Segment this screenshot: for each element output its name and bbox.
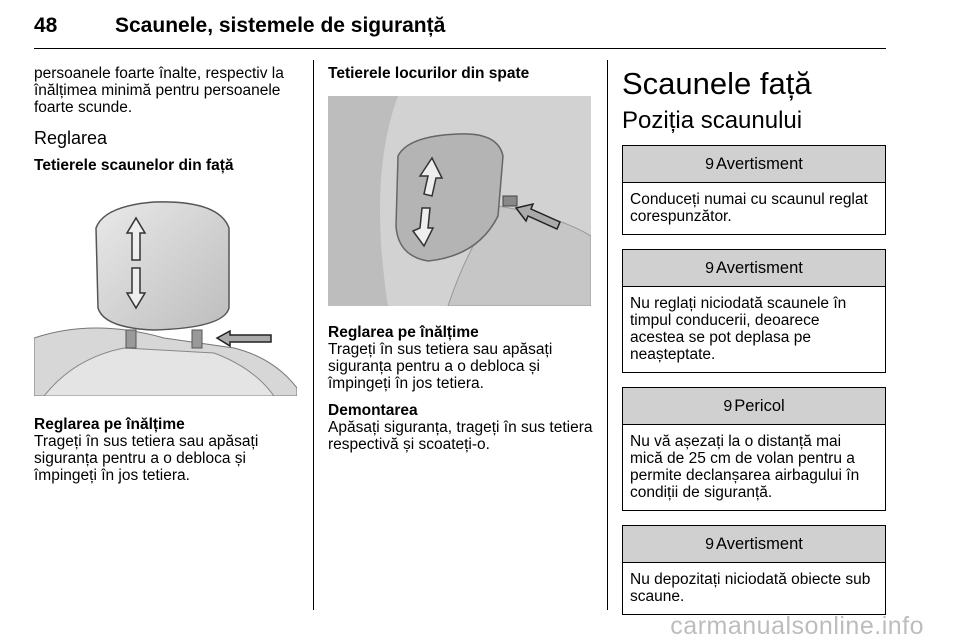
column-divider [313,60,314,610]
removal-heading: Demontarea [328,402,418,419]
column-middle [328,65,593,453]
warning-label: Avertisment [716,535,803,553]
subsection-heading: Tetierele locurilor din spate [328,65,530,82]
warning-text: Nu depozitați niciodată obiecte sub scaune. [630,571,871,605]
rear-headrest-svg [328,96,591,306]
danger-heading [623,388,885,425]
removal-text: Apăsați siguranța, trageți în sus tetiera respectivă și scoateți-o. [328,419,593,453]
column-left [34,65,302,484]
front-headrest-illustration [34,188,297,396]
height-adjust-heading: Reglarea pe înălțime [34,416,185,433]
front-headrest-svg [34,188,297,396]
warning-heading [623,250,885,287]
warning-box [622,145,886,235]
warning-label: Avertisment [716,259,803,277]
warning-heading [623,526,885,563]
page-header [34,14,886,49]
section-subtitle: Poziția scaunului [622,107,803,134]
rear-headrest-illustration [328,96,591,306]
chapter-title: Scaunele, sistemele de siguranță [115,14,446,37]
height-adjust-heading: Reglarea pe înălțime [328,324,479,341]
height-adjust-text: Trageți în sus tetiera sau apăsați siguranța pentru a o debloca și împingeți în jos tetiera. [34,433,259,484]
height-adjust-text: Trageți în sus tetiera sau apăsați siguranța pentru a o debloca și împingeți în jos tetiera. [328,341,553,392]
warning-text: Nu reglați niciodată scaunele în timpul conducerii, deoarece acestea se pot deplasa pe neașteptate. [630,295,847,363]
danger-box [622,387,886,511]
column-divider [607,60,608,610]
watermark: carmanualsonline.info [670,612,924,640]
warning-box [622,249,886,373]
warning-text: Conduceți numai cu scaunul reglat corespunzător. [630,191,868,225]
warning-triangle-icon: 9 [705,536,715,553]
intro-paragraph: persoanele foarte înalte, respectiv la înălțimea minimă pentru persoanele foarte scunde. [34,65,284,116]
warning-triangle-icon: 9 [723,398,733,415]
danger-label: Pericol [734,397,785,415]
column-right [622,65,886,629]
section-title: Scaunele față [622,66,812,101]
warning-label: Avertisment [716,155,803,173]
warning-triangle-icon: 9 [705,260,715,277]
section-heading: Reglarea [34,128,108,148]
warning-triangle-icon: 9 [705,156,715,173]
warning-box [622,525,886,615]
page-number: 48 [34,14,58,37]
danger-text: Nu vă așezați la o distanță mai mică de 25 cm de volan pentru a permite declanșarea airbagului în condiții de siguranță. [630,433,860,501]
subsection-heading: Tetierele scaunelor din față [34,157,234,174]
warning-heading [623,146,885,183]
